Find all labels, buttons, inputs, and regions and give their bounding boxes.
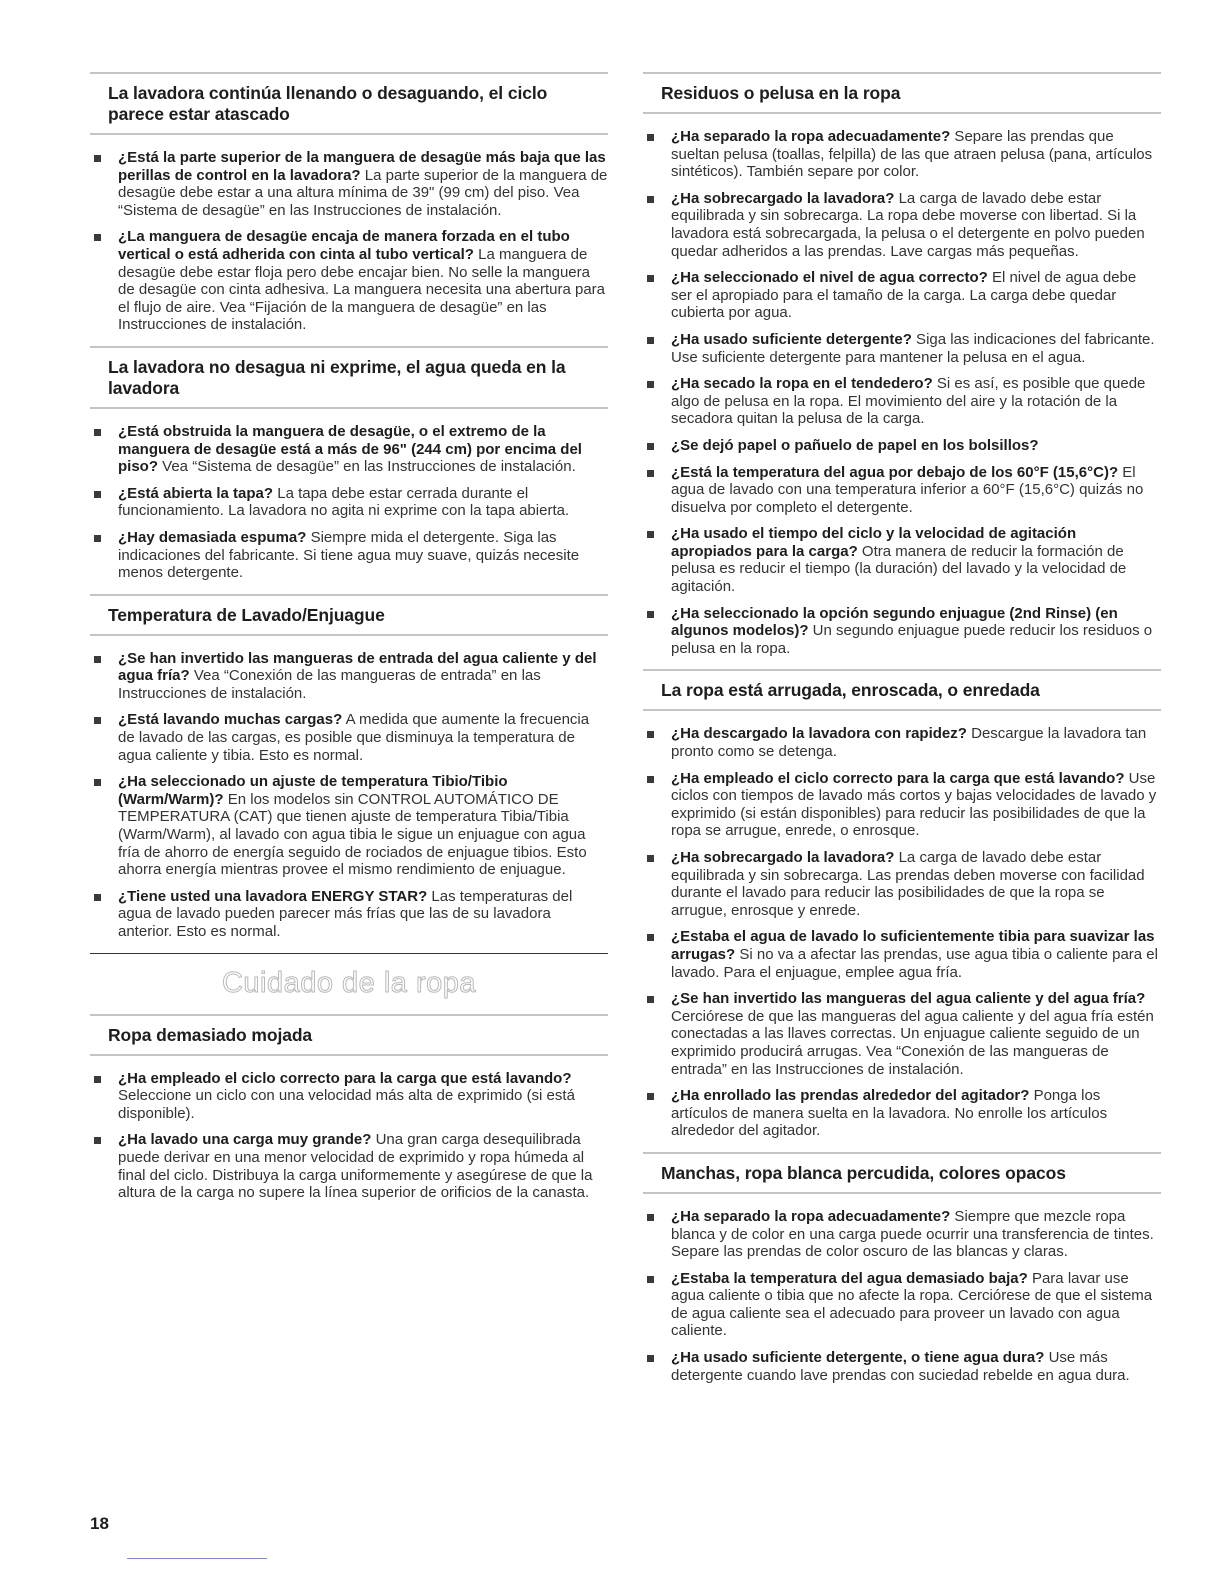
right-column — [643, 72, 1161, 1396]
item-text — [118, 1131, 608, 1201]
item-answer: Siga las indicaciones del fabricante. Use suficiente detergente para mantener la pelusa en el agua. — [671, 330, 1155, 366]
item-question: ¿La manguera de desagüe encaja de manera forzada en el tubo vertical o está adherida con cinta al tubo vertical? — [118, 228, 570, 263]
item-answer: A medida que aumente la frecuencia de lavado de las cargas, es posible que disminuya la temperatura de agua caliente y tibia. Esto es normal. — [118, 711, 590, 764]
footer-line — [127, 1558, 267, 1559]
item-text — [671, 331, 1161, 366]
item-question: ¿Ha enrollado las prendas alrededor del agitador? — [671, 1087, 1030, 1105]
item-question: ¿Ha seleccionado un ajuste de temperatura Tibio/Tibio (Warm/Warm)? — [118, 773, 508, 808]
divider — [90, 953, 608, 954]
list-item — [90, 529, 608, 582]
item-answer: La carga de lavado debe estar equilibrada y sin sobrecarga. La ropa debe moverse con libertad. Si la lavadora está sobrecargada, la pelusa o el detergente en polvo pueden quedar adheridos a las prendas. Lave cargas más pequeñas. — [671, 189, 1145, 260]
item-question: ¿Tiene usted una lavadora ENERGY STAR? — [118, 887, 428, 905]
item-text — [118, 228, 608, 334]
item-question: ¿Está obstruida la manguera de desagüe, o el extremo de la manguera de desagüe está a más de 96" (244 cm) por encima del piso? — [118, 422, 582, 476]
list-item — [643, 928, 1161, 981]
item-answer: Vea “Sistema de desagüe” en las Instrucciones de instalación. — [158, 458, 576, 476]
item-text — [118, 711, 608, 764]
item-answer: Descargue la lavadora tan pronto como se detenga. — [671, 725, 1147, 761]
list-item — [643, 990, 1161, 1078]
list-item — [643, 1087, 1161, 1140]
item-question: ¿Se han invertido las mangueras de entrada del agua caliente y del agua fría? — [118, 649, 597, 685]
section-title: La ropa está arrugada, enroscada, o enredada — [661, 680, 1040, 701]
list-item — [643, 437, 1161, 455]
item-text — [671, 849, 1161, 919]
bullet-icon — [94, 234, 101, 241]
item-question: ¿Ha usado el tiempo del ciclo y la velocidad de agitación apropiados para la carga? — [671, 525, 1077, 560]
bullet-icon — [94, 779, 101, 786]
bullet-icon — [647, 611, 654, 618]
section-ropa-mojada — [90, 1014, 608, 1202]
item-answer: Una gran carga desequilibrada puede derivar en una menor velocidad de exprimido y ropa húmeda al final del ciclo. Distribuya la carga uniformemente y asegúrese de que la altura de la carga no supere la línea superior de orificios de la canasta. — [118, 1131, 593, 1202]
bullet-icon — [647, 196, 654, 203]
item-question: ¿Ha seleccionado la opción segundo enjuague (2nd Rinse) (en algunos modelos)? — [671, 604, 1118, 640]
list-item — [643, 1270, 1161, 1340]
section-header — [90, 346, 608, 409]
item-text — [118, 888, 608, 941]
item-answer: Las temperaturas del agua de lavado pueden parecer más frías que las de su lavadora anterior. Esto es normal. — [118, 887, 573, 940]
list-item — [643, 770, 1161, 840]
list-item — [643, 190, 1161, 260]
section-title: Ropa demasiado mojada — [108, 1024, 313, 1045]
item-text — [671, 725, 1161, 760]
item-question: ¿Ha separado la ropa adecuadamente? — [671, 128, 951, 145]
list-item — [643, 525, 1161, 595]
bullet-icon — [94, 491, 101, 498]
list-item — [643, 605, 1161, 658]
item-answer: La tapa debe estar cerrada durante el funcionamiento. La lavadora no agita ni exprime con la tapa abierta. — [118, 484, 570, 520]
item-answer: Siempre que mezcle ropa blanca y de color en una carga puede ocurrir una transferencia de tintes. Separe las prendas de color oscuro de las blancas y claras. — [671, 1207, 1154, 1261]
item-question: ¿Está la parte superior de la manguera de desagüe más baja que las perillas de control en la lavadora? — [118, 149, 606, 184]
item-answer: Siempre mida el detergente. Siga las indicaciones del fabricante. Si tiene agua muy suave, quizás necesite menos detergente. — [118, 528, 580, 582]
section-temperatura — [90, 594, 608, 941]
item-text — [118, 773, 608, 879]
item-text — [118, 485, 608, 520]
item-text — [671, 770, 1161, 840]
item-text — [671, 128, 1161, 181]
section-header — [643, 669, 1161, 711]
item-answer: En los modelos sin CONTROL AUTOMÁTICO DE TEMPERATURA (CAT) que tienen ajuste de temperatura Tibia/Tibia (Warm/Warm), al lavado con agua tibia le sigue un enjuague con agua fría de ahorro de energía seguido de rociados de enjuague tibios. Esto ahorra energía mientras provee el mismo rendimiento de enjuague. — [118, 790, 587, 879]
item-question: ¿Ha descargado la lavadora con rapidez? — [671, 725, 967, 743]
item-answer: Cerciórese de que las mangueras del agua caliente y del agua fría estén conectadas a las llaves correctas. Un enjuague caliente seguido de un exprimido producirá arrugas. Vea “Conexión de las mangueras de entrada” en las Instrucciones de instalación. — [671, 1007, 1154, 1078]
item-answer: La carga de lavado debe estar equilibrada y sin sobrecarga. Las prendas deben moverse con facilidad durante el lavado para reducir las posibilidades de que la ropa se arrugue, enrosque y enrede. — [671, 849, 1145, 919]
bullet-icon — [647, 1214, 654, 1221]
item-question: ¿Ha separado la ropa adecuadamente? — [671, 1207, 951, 1225]
list-item — [90, 888, 608, 941]
item-answer: La manguera de desagüe debe estar floja pero debe encajar bien. No selle la manguera de desagüe con cinta adhesiva. La manguera necesita una abertura para el flujo de aire. Vea “Fijación de la manguera de desagüe” en las Instrucciones de instalación. — [118, 245, 606, 334]
bullet-icon — [94, 535, 101, 542]
section-manchas — [643, 1152, 1161, 1384]
item-text — [671, 1349, 1161, 1384]
item-question: ¿Ha usado suficiente detergente, o tiene agua dura? — [671, 1349, 1045, 1367]
left-column — [90, 72, 608, 1214]
section-header — [643, 1152, 1161, 1194]
item-text — [671, 464, 1161, 517]
item-answer: Si no va a afectar las prendas, use agua tibia o caliente para el lavado. Para el enjuague, emplee agua fría. — [671, 945, 1158, 981]
list-item — [643, 464, 1161, 517]
item-question: ¿Ha empleado el ciclo correcto para la carga que está lavando? — [671, 769, 1125, 787]
list-item — [90, 1070, 608, 1123]
bullet-icon — [647, 776, 654, 783]
item-question: ¿Se han invertido las mangueras del agua caliente y del agua fría? — [671, 990, 1146, 1008]
item-question: ¿Ha sobrecargado la lavadora? — [671, 849, 895, 866]
item-answer: Use más detergente cuando lave prendas con suciedad rebelde en agua dura. — [671, 1349, 1130, 1384]
item-question: ¿Estaba el agua de lavado lo suficientemente tibia para suavizar las arrugas? — [671, 928, 1155, 963]
item-text — [671, 1270, 1161, 1340]
bullet-icon — [647, 381, 654, 388]
list-item — [643, 269, 1161, 322]
item-question: ¿Ha secado la ropa en el tendedero? — [671, 375, 933, 393]
item-text — [671, 1208, 1161, 1261]
bullet-icon — [94, 1137, 101, 1144]
bullet-icon — [647, 855, 654, 862]
bullet-icon — [647, 1355, 654, 1362]
item-text — [118, 529, 608, 582]
item-answer: Otra manera de reducir la formación de pelusa es reducir el tiempo (la duración) del lavado y la velocidad de agitación. — [671, 542, 1127, 596]
care-heading: Cuidado de la ropa — [221, 966, 477, 999]
item-text — [671, 1087, 1161, 1140]
item-text — [671, 928, 1161, 981]
section-ropa-arrugada — [643, 669, 1161, 1139]
bullet-icon — [94, 1076, 101, 1083]
section-title: Manchas, ropa blanca percudida, colores opacos — [661, 1162, 1066, 1183]
item-text — [671, 375, 1161, 428]
bullet-icon — [647, 934, 654, 941]
list-item — [90, 485, 608, 520]
item-answer: Ponga los artículos de manera suelta en la lavadora. No enrolle los artículos alrededor del agitador. — [671, 1087, 1108, 1140]
item-question: ¿Está lavando muchas cargas? — [118, 711, 343, 729]
item-question: ¿Está la temperatura del agua por debajo de los 60°F (15,6°C)? — [671, 463, 1119, 481]
section-title: La lavadora continúa llenando o desaguando, el ciclo parece estar atascado — [108, 83, 548, 124]
item-text — [118, 423, 608, 476]
list-item — [90, 228, 608, 334]
bullet-icon — [647, 134, 654, 141]
section-continua-llenando — [90, 72, 608, 334]
section-title: Temperatura de Lavado/Enjuague — [108, 604, 385, 625]
section-no-desagua — [90, 346, 608, 582]
item-answer: El nivel de agua debe ser el apropiado para el tamaño de la carga. La carga debe quedar cubierta por agua. — [671, 269, 1137, 322]
list-item — [90, 650, 608, 703]
bullet-icon — [647, 731, 654, 738]
item-question: ¿Ha usado suficiente detergente? — [671, 330, 912, 348]
bullet-icon — [647, 443, 654, 450]
item-question: ¿Hay demasiada espuma? — [118, 528, 307, 546]
list-item — [643, 128, 1161, 181]
item-answer: Seleccione un ciclo con una velocidad más alta de exprimido (si está disponible). — [118, 1087, 575, 1122]
item-question: ¿Está abierta la tapa? — [118, 484, 274, 502]
section-header — [90, 1014, 608, 1056]
list-item — [643, 331, 1161, 366]
bullet-icon — [94, 429, 101, 436]
bullet-icon — [94, 656, 101, 663]
list-item — [643, 849, 1161, 919]
item-text — [118, 149, 608, 219]
bullet-icon — [647, 470, 654, 477]
item-answer: El agua de lavado con una temperatura inferior a 60°F (15,6°C) quizás no disuelva por completo el detergente. — [671, 463, 1144, 516]
list-item — [90, 1131, 608, 1201]
list-item — [90, 773, 608, 879]
item-question: ¿Ha lavado una carga muy grande? — [118, 1131, 372, 1149]
item-answer: Un segundo enjuague puede reducir los residuos o pelusa en la ropa. — [671, 622, 1153, 657]
bullet-icon — [94, 155, 101, 162]
list-item — [90, 423, 608, 476]
item-text — [671, 269, 1161, 322]
item-text — [671, 437, 1161, 455]
page-number: 18 — [90, 1514, 109, 1533]
list-item — [90, 711, 608, 764]
item-question: ¿Ha empleado el ciclo correcto para la carga que está lavando? — [118, 1069, 572, 1087]
bullet-icon — [647, 1093, 654, 1100]
section-residuos-pelusa — [643, 72, 1161, 657]
bullet-icon — [647, 531, 654, 538]
list-item — [643, 375, 1161, 428]
section-header — [643, 72, 1161, 114]
item-answer: Para lavar use agua caliente o tibia que no afecte la ropa. Cerciórese de que el sistema de agua caliente sea el adecuado para proveer un lavado con agua caliente. — [671, 1269, 1153, 1340]
section-header — [90, 594, 608, 636]
item-text — [671, 605, 1161, 658]
item-question: ¿Se dejó papel o pañuelo de papel en los bolsillos? — [671, 436, 1039, 454]
section-header — [90, 72, 608, 135]
bullet-icon — [94, 894, 101, 901]
care-block — [90, 953, 608, 1202]
bullet-icon — [647, 337, 654, 344]
item-answer: La parte superior de la manguera de desagüe debe estar a una altura mínima de 39" (99 cm) del piso. Vea “Sistema de desagüe” en las Instrucciones de instalación. — [118, 166, 608, 219]
item-text — [118, 650, 608, 703]
item-text — [671, 190, 1161, 260]
bullet-icon — [647, 275, 654, 282]
item-answer: Si es así, es posible que quede algo de pelusa en la ropa. El movimiento del aire y la rotación de la secadora quitan la pelusa de la carga. — [671, 375, 1146, 428]
list-item — [643, 1349, 1161, 1384]
list-item — [90, 149, 608, 219]
bullet-icon — [647, 996, 654, 1003]
bullet-icon — [647, 1276, 654, 1283]
section-title: La lavadora no desagua ni exprime, el agua queda en la lavadora — [108, 356, 566, 398]
item-question: ¿Ha sobrecargado la lavadora? — [671, 189, 895, 207]
item-text — [671, 525, 1161, 595]
item-answer: Vea “Conexión de las mangueras de entrada” en las Instrucciones de instalación. — [118, 667, 541, 702]
item-question: ¿Ha seleccionado el nivel de agua correcto? — [671, 269, 988, 287]
item-text — [118, 1070, 608, 1123]
item-text — [671, 990, 1161, 1078]
item-question: ¿Estaba la temperatura del agua demasiado baja? — [671, 1269, 1028, 1287]
section-title: Residuos o pelusa en la ropa — [661, 83, 901, 103]
item-answer: Use ciclos con tiempos de lavado más cortos y bajas velocidades de lavado y exprimido (si están disponibles) para reducir las posibilidades de que la ropa se arrugue, enrede, o enrosque. — [671, 769, 1157, 840]
list-item — [643, 1208, 1161, 1261]
bullet-icon — [94, 717, 101, 724]
item-answer: Separe las prendas que sueltan pelusa (toallas, felpilla) de las que atraen pelusa (pana, artículos sintéticos). También separe por color. — [671, 128, 1153, 181]
list-item — [643, 725, 1161, 760]
